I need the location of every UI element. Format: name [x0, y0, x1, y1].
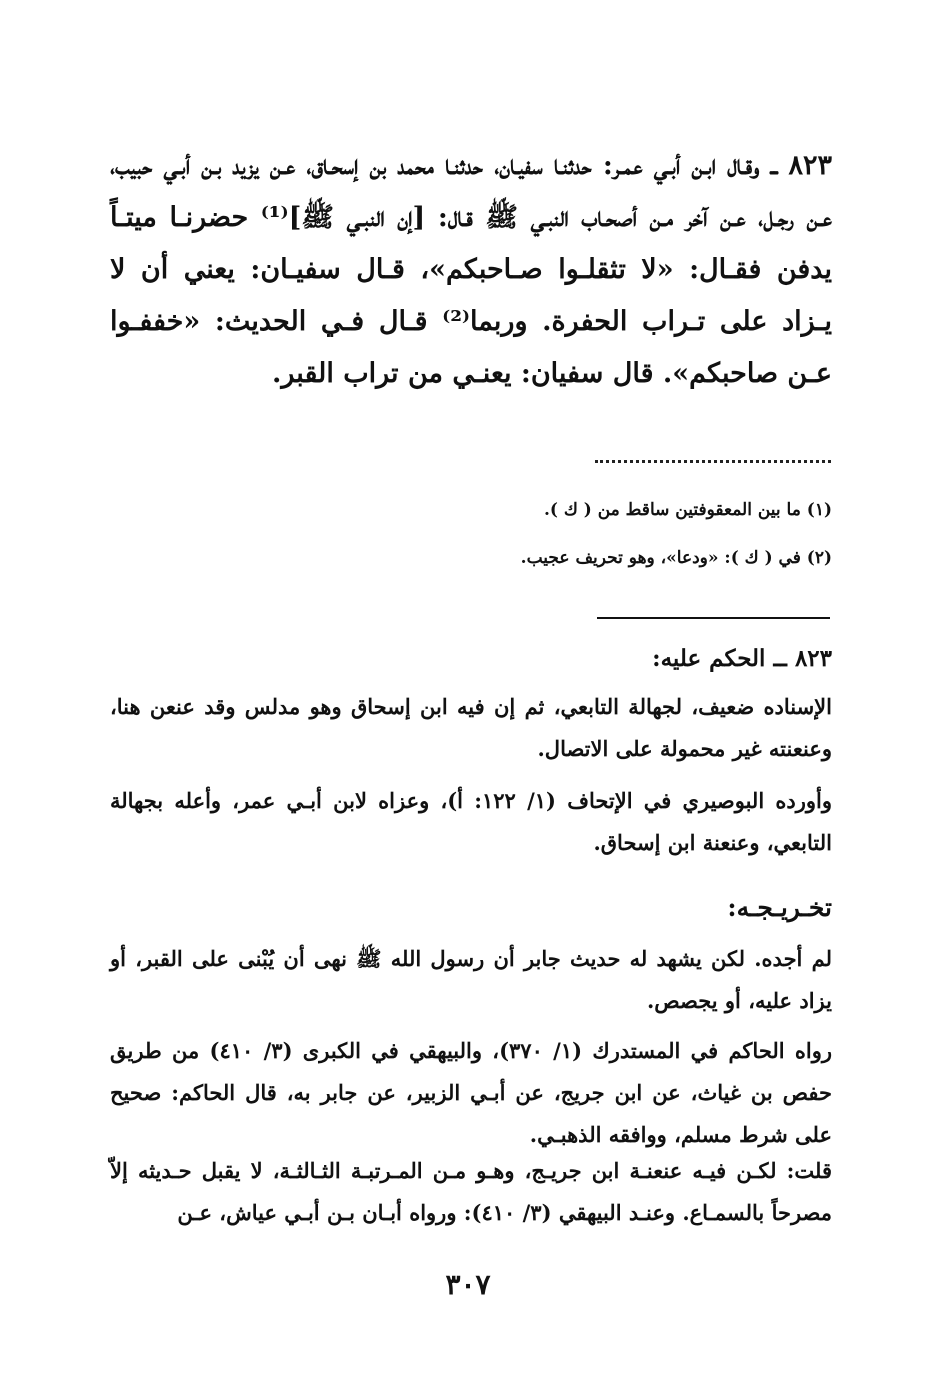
hadith-text: ٨٢٣ ــ وقـال ابـن أبـي عمـر: حدثنـا سفيـان، حدثنـا محمد بن إسحـاق، عـن يزيد بـن أبـي حبيب، عـن رجـل، عـن آخر مـن أصحـاب النبـي ﷺ قـال: [إن النبـي ﷺ]⁽¹⁾ حضرنـا ميتـاً يدفن فقـال: «لا تثقلـوا صـاحبكم»، قـال سفيـان: يعني أن لا يـزاد على تـراب الحفرة. وربما⁽²⁾ قـال فـي الحديث: «خففـوا عـن صاحبكم». قال سفيان: يعنـي من تراب القبر. — [110, 150, 832, 389]
section-divider — [597, 617, 830, 619]
takhrij-heading: تخـريـجـه: — [727, 893, 832, 922]
ruling-paragraph: وأورده البوصيري في الإتحاف (١/ ١٢٢: أ)، وعزاه لابن أبـي عمر، وأعله بجهالة التابعي، وعنعنة ابن إسحاق. — [110, 788, 833, 855]
ruling-paragraph: الإسناده ضعيف، لجهالة التابعي، ثم إن فيه ابن إسحاق وهو مدلس وقد عنعن هنا، وعنعنته غير محمولة على الاتصال. — [110, 694, 832, 761]
footnote-1: (١) ما بين المعقوفتين ساقط من ( ك ). — [543, 500, 832, 520]
footnote-separator — [595, 460, 831, 463]
takhrij-paragraph: رواه الحاكم في المستدرك (١/ ٣٧٠)، والبيهقي في الكبرى (٣/ ٤١٠) من طريق حفص بن غياث، عن ابن جريج، عن أبـي الزبير، عن جابر به، قال الحاكم: صحيح على شرط مسلم، ووافقه الذهبـي. — [110, 1038, 833, 1147]
ruling-heading: ٨٢٣ ــ الحكم عليه: — [652, 645, 832, 672]
takhrij-paragraph: قلت: لكـن فيـه عنعنـة ابن جريـج، وهـو مـن المـرتبـة الثـالثـة، لا يقبل حـديثه إلاّ مصرحاً بالسمـاع. وعنـد البيهقي (٣/ ٤١٠): ورواه أبـان بـن أبـي عياش، عـن — [110, 1158, 832, 1225]
page-number: ٣٠٧ — [445, 1268, 491, 1301]
footnote-2: (٢) في ( ك ): «ودعا»، وهو تحريف عجيب. — [520, 548, 832, 568]
takhrij-paragraph: لم أجده. لكن يشهد له حديث جابر أن رسول الله ﷺ نهى أن يُبْنى على القبر، أو يزاد عليه، أو يجصص. — [110, 946, 832, 1013]
